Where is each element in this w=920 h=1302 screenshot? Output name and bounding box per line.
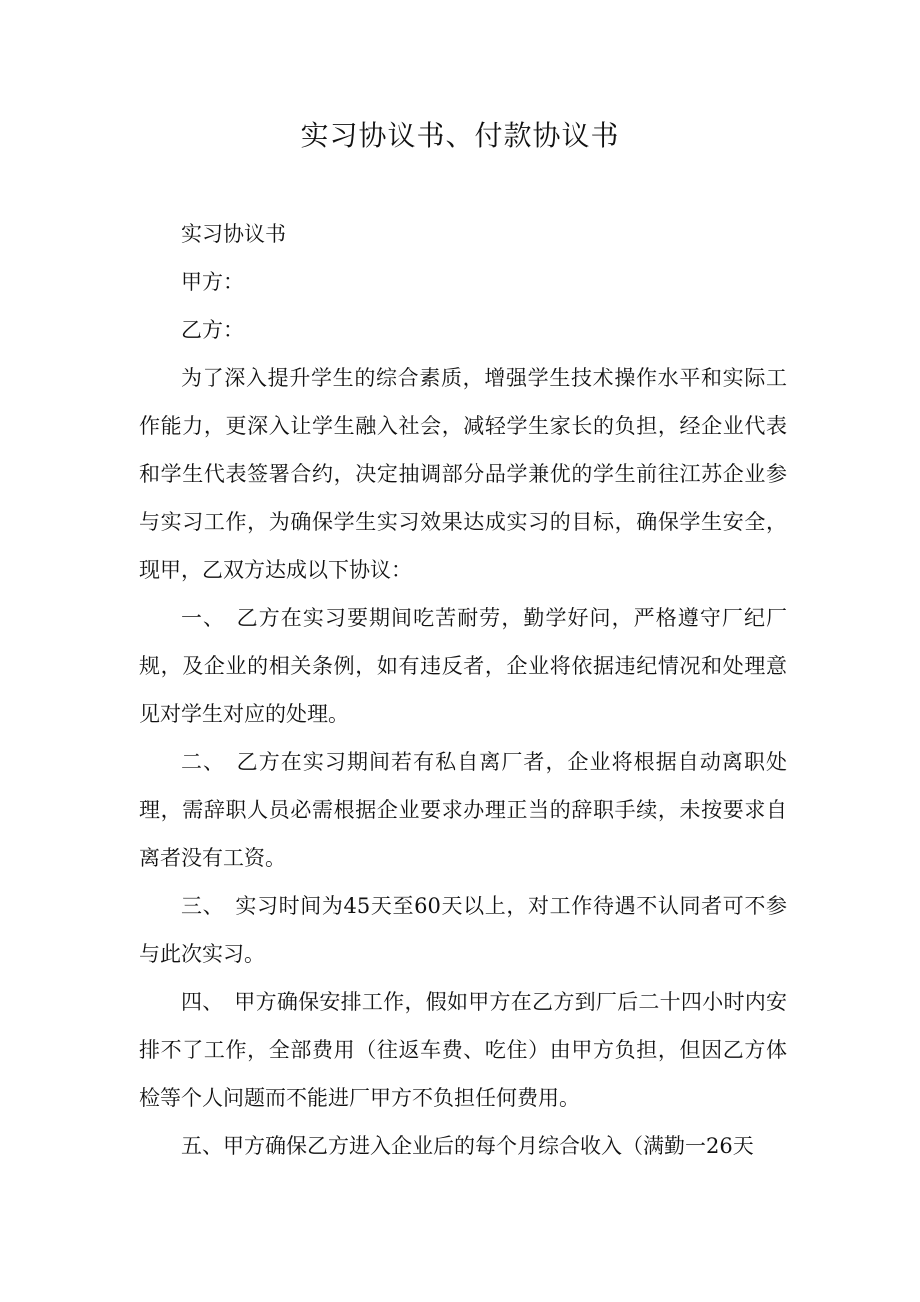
paragraph-clause-2: 二、 乙方在实习期间若有私自离厂者，企业将根据自动离职处理，需辞职人员必需根据企业要求办理正当的辞职手续，未按要求自离者没有工资。 [139, 750, 787, 870]
paragraph-clause-4: 四、 甲方确保安排工作，假如甲方在乙方到厂后二十四小时内安排不了工作，全部费用（往返车费、吃住）由甲方负担，但因乙方体检等个人问题而不能进厂甲方不负担任何费用。 [139, 990, 787, 1110]
paragraph-heading: 实习协议书 [181, 222, 286, 246]
document-body [139, 210, 787, 1170]
paragraph-intro: 为了深入提升学生的综合素质，增强学生技术操作水平和实际工作能力，更深入让学生融入社会，减轻学生家长的负担，经企业代表和学生代表签署合约，决定抽调部分品学兼优的学生前往江苏企业参与实习工作，为确保学生实习效果达成实习的目标，确保学生安全，现甲，乙双方达成以下协议： [139, 366, 787, 582]
document-title: 实习协议书、付款协议书 [300, 119, 620, 152]
paragraph-clause-3: 三、 实习时间为45天至60天以上，对工作待遇不认同者可不参与此次实习。 [139, 894, 787, 966]
paragraph-clause-1: 一、 乙方在实习要期间吃苦耐劳，勤学好问，严格遵守厂纪厂规，及企业的相关条例，如有违反者，企业将依据违纪情况和处理意见对学生对应的处理。 [139, 606, 787, 726]
paragraph-clause-5: 五、甲方确保乙方进入企业后的每个月综合收入（满勤一26天 [181, 1134, 754, 1158]
paragraph-party-b: 乙方： [181, 318, 244, 342]
paragraph-party-a: 甲方： [181, 270, 244, 294]
